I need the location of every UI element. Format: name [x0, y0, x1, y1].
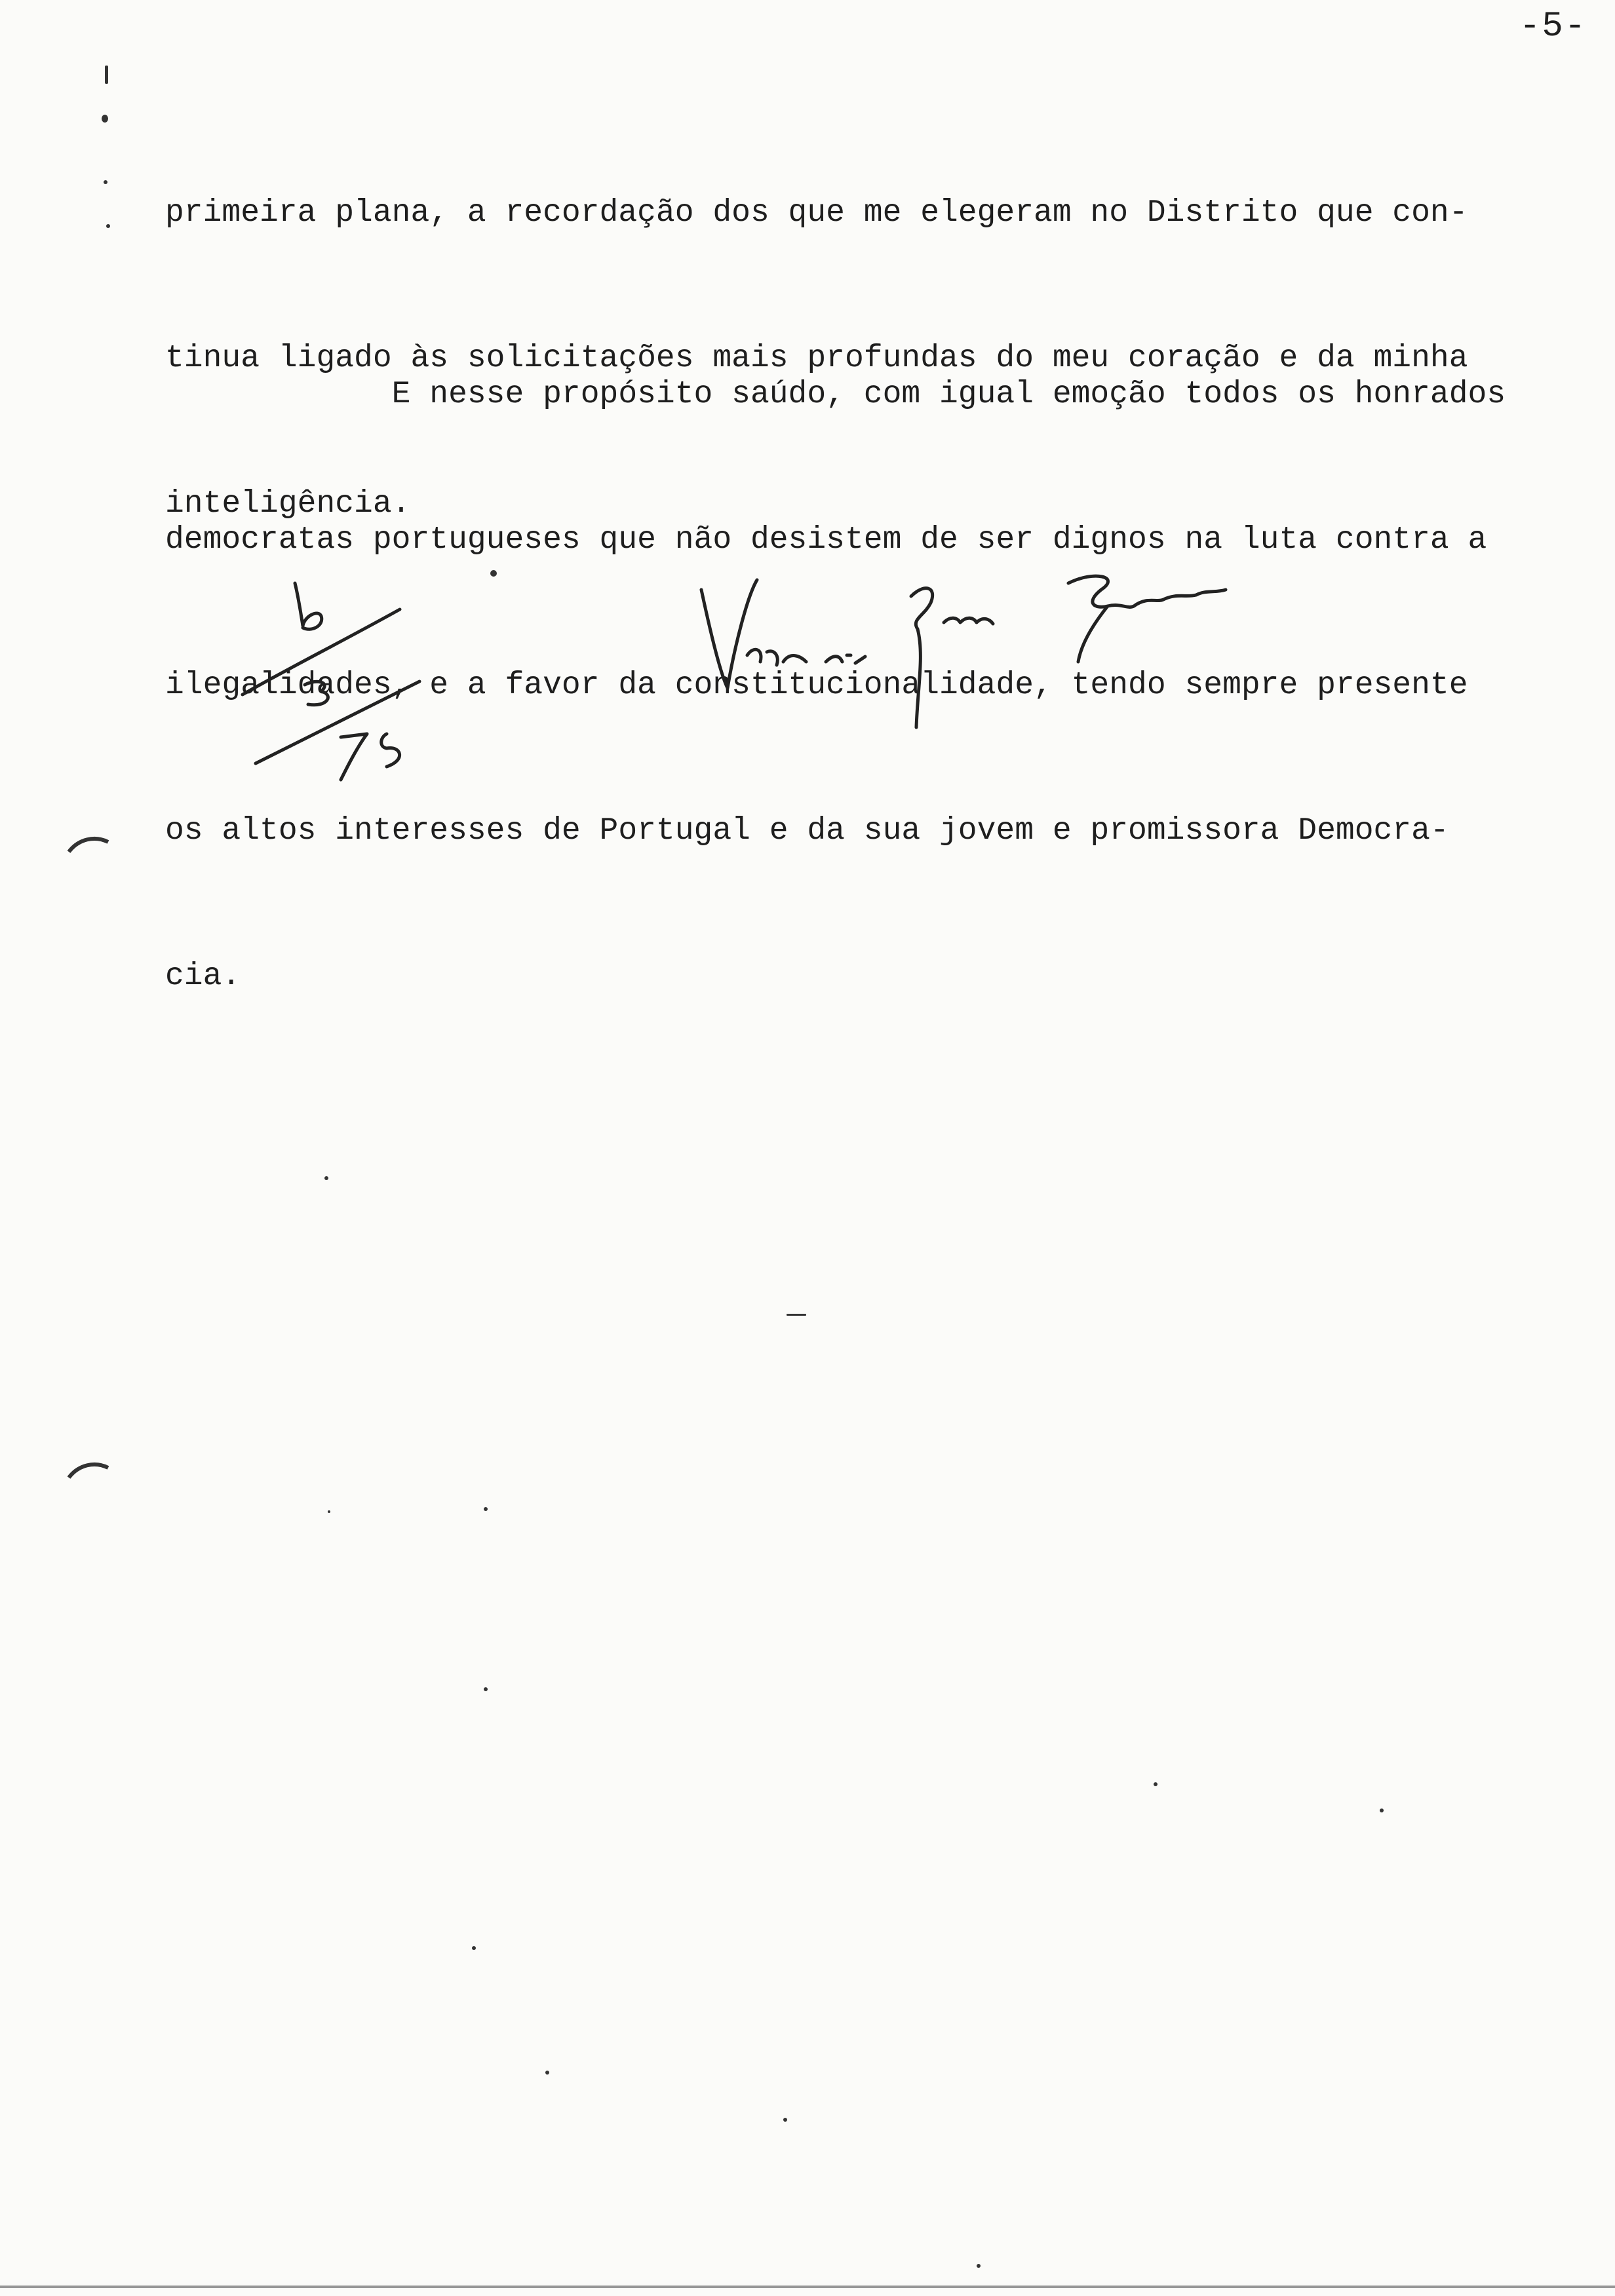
margin-mark	[105, 66, 108, 84]
scan-speck	[977, 2264, 981, 2268]
margin-mark	[106, 224, 110, 228]
handwritten-date	[229, 570, 439, 786]
margin-mark	[102, 115, 108, 123]
page-bottom-edge	[0, 2286, 1615, 2288]
scan-speck	[472, 1946, 476, 1950]
text-line: os altos interesses de Portugal e da sua jovem e promissora Democra-	[165, 813, 1449, 849]
text-line: democratas portugueses que não desistem de ser dignos na luta contra a	[165, 522, 1487, 558]
text-line: tinua ligado às solicitações mais profundas do meu coração e da minha	[165, 341, 1468, 376]
punch-hole-mark	[66, 1458, 111, 1484]
scan-speck	[545, 2071, 549, 2075]
scan-speck	[1380, 1808, 1384, 1812]
text-line: inteligência.	[165, 486, 411, 522]
punch-hole-mark	[66, 832, 111, 858]
page-number: -5-	[1519, 7, 1587, 47]
scan-speck	[787, 1314, 806, 1316]
text-line: E nesse propósito saúdo, com igual emoção todos os honrados	[165, 377, 1506, 412]
scan-speck	[1154, 1782, 1158, 1786]
handwritten-signature	[675, 557, 1298, 740]
scan-speck	[484, 1687, 488, 1691]
scan-speck	[783, 2118, 787, 2122]
scan-speck	[328, 1510, 330, 1513]
scan-speck	[484, 1507, 488, 1511]
text-line: cia.	[165, 959, 241, 994]
margin-mark	[104, 180, 107, 184]
text-line: primeira plana, a recordação dos que me elegeram no Distrito que con-	[165, 195, 1468, 231]
scan-speck	[490, 570, 497, 577]
text-line: ilegalidades, e a favor da constitucionalidade, tendo sempre presente	[165, 668, 1468, 703]
scan-speck	[324, 1176, 328, 1180]
